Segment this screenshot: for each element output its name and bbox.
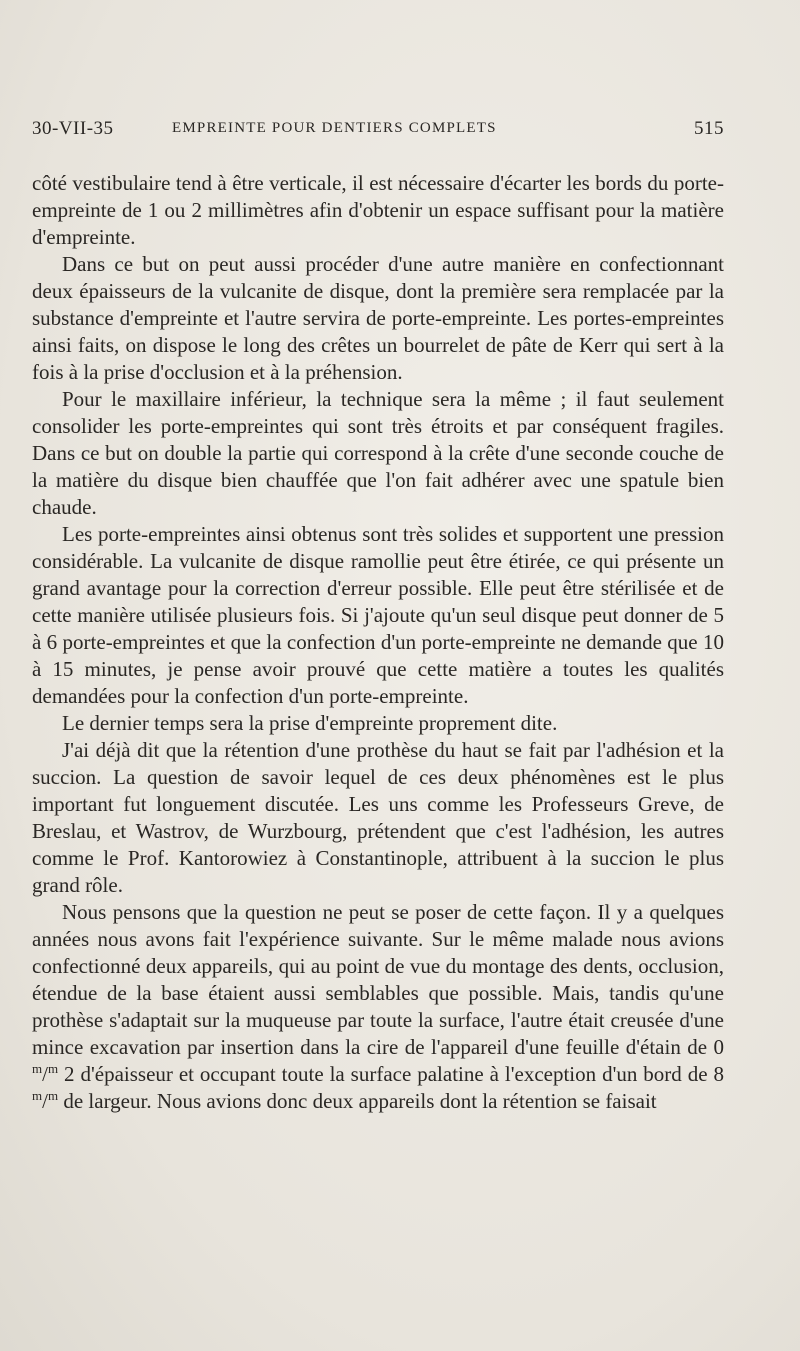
running-head [32, 118, 724, 148]
paragraph: Pour le maxillaire inférieur, la technique sera la même ; il faut seulement consolider les porte-empreintes qui sont très étroits et par conséquent fragiles. Dans ce but on double la partie qui correspond à la crête d'une seconde couche de la matière du disque bien chauffée que l'on fait adhérer avec une spatule bien chaude. [32, 387, 724, 519]
running-title: EMPREINTE POUR DENTIERS COMPLETS [172, 120, 497, 136]
unit-sup: m [47, 1061, 59, 1076]
paragraph-last [32, 899, 724, 1115]
unit-sup: m [47, 1088, 59, 1103]
paragraph: Les porte-empreintes ainsi obtenus sont très solides et supportent une pression considérable. La vulcanite de disque ramollie peut être étirée, ce qui présente un grand avantage pour la correction d'erreur possible. Elle peut être stérilisée et de cette manière utilisée plusieurs fois. Si j'ajoute qu'un seul disque peut donner de 5 à 6 porte-empreintes et que la confection d'un porte-empreinte ne demande que 10 à 15 minutes, je pense avoir prouvé que cette matière a toutes les qualités demandées pour la confection d'un porte-empreinte. [32, 522, 724, 708]
unit-sup: m [32, 1088, 43, 1103]
text-run: 2 d'épaisseur et occupant toute la surface palatine à l'exception d'un bord de 8 [58, 1062, 724, 1086]
unit-slash: / [42, 1089, 48, 1113]
unit-slash: / [42, 1062, 48, 1086]
book-page [32, 118, 724, 1115]
body-text [32, 170, 724, 1115]
paragraph: côté vestibulaire tend à être verticale, il est nécessaire d'écarter les bords du porte-empreinte de 1 ou 2 millimètres afin d'obtenir un espace suffisant pour la matière d'empreinte. [32, 171, 724, 249]
paragraph: Le dernier temps sera la prise d'empreinte proprement dite. [62, 711, 558, 735]
text-run: de largeur. Nous avions donc deux appareils dont la rétention se faisait [58, 1089, 657, 1113]
paragraph: J'ai déjà dit que la rétention d'une prothèse du haut se fait par l'adhésion et la succion. La question de savoir lequel de ces deux phénomènes est le plus important fut longuement discutée. Les uns comme les Professeurs Greve, de Breslau, et Wastrov, de Wurzbourg, prétendent que c'est l'adhésion, les autres comme le Prof. Kantorowiez à Constantinople, attribuent à la succion le plus grand rôle. [32, 738, 724, 897]
unit-sup: m [32, 1061, 43, 1076]
header-date: 30-VII-35 [32, 118, 114, 139]
text-run: Nous pensons que la question ne peut se poser de cette façon. Il y a quelques années nous avons fait l'expérience suivante. Sur le même malade nous avions confectionné deux appareils, qui au point de vue du montage des dents, occlusion, étendue de la base étaient aussi semblables que possible. Mais, tandis qu'une prothèse s'adaptait sur la muqueuse par toute la surface, l'autre était creusée d'une mince excavation par insertion dans la cire de l'appareil d'une feuille d'étain de 0 [32, 900, 724, 1059]
page-number: 515 [694, 118, 724, 139]
paragraph: Dans ce but on peut aussi procéder d'une autre manière en confectionnant deux épaisseurs de la vulcanite de disque, dont la première sera remplacée par la substance d'empreinte et l'autre servira de porte-empreinte. Les portes-empreintes ainsi faits, on dispose le long des crêtes un bourrelet de pâte de Kerr qui sert à la fois à la prise d'occlusion et à la préhension. [32, 252, 724, 384]
